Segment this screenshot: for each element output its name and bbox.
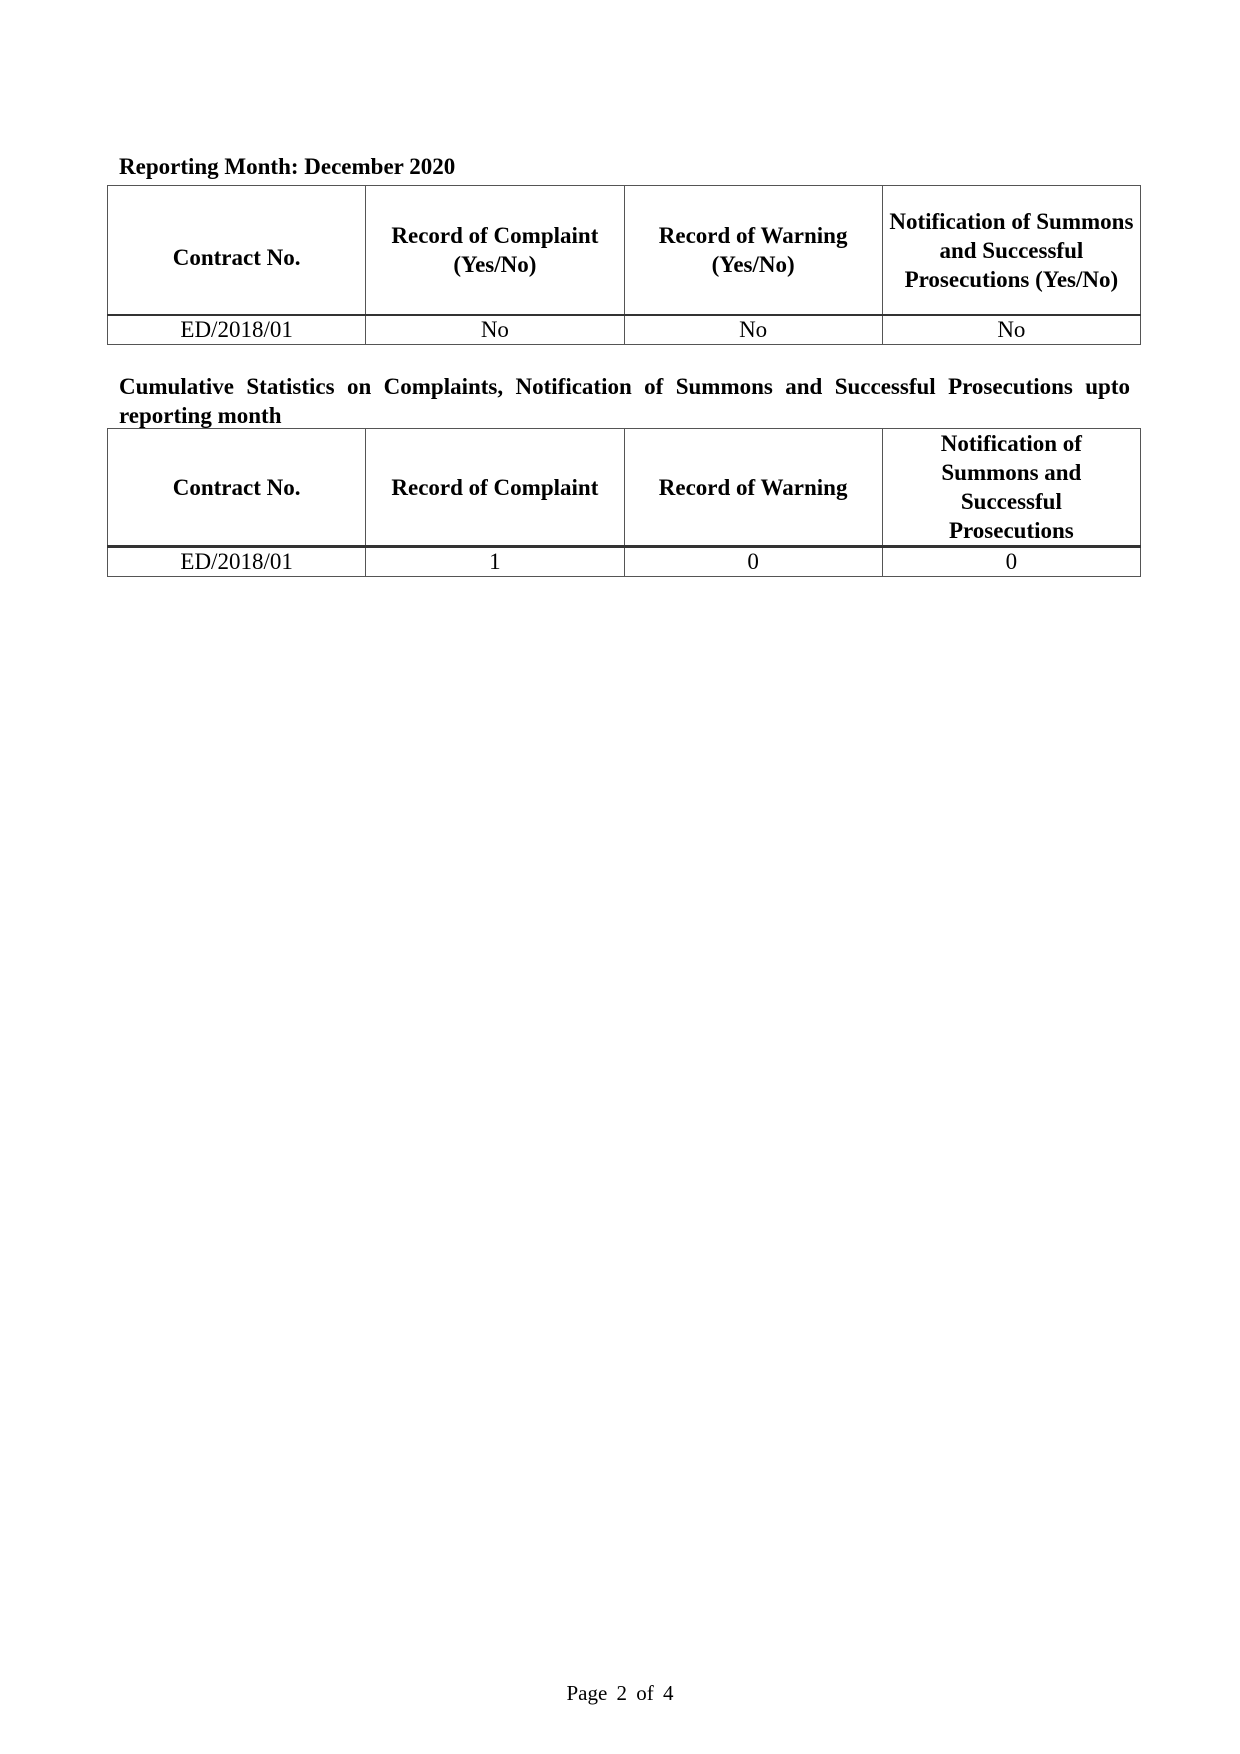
table-row <box>108 315 1141 345</box>
cell-summons-prosecutions: No <box>882 315 1140 345</box>
cell-contract-no: ED/2018/01 <box>108 547 366 577</box>
table-row <box>108 547 1141 577</box>
column-header-contract-no: Contract No. <box>108 429 366 547</box>
cumulative-statistics-title: Cumulative Statistics on Complaints, Notification of Summons and Successful Prosecutions upto reporting month <box>119 374 1130 428</box>
cell-record-of-complaint: No <box>366 315 624 345</box>
cell-summons-prosecutions: 0 <box>882 547 1140 577</box>
column-header-record-of-complaint: Record of Complaint <box>366 429 624 547</box>
cell-record-of-warning: 0 <box>624 547 882 577</box>
column-header-record-of-warning: Record of Warning (Yes/No) <box>624 186 882 316</box>
table-header-row <box>108 186 1141 316</box>
page-number: Page 2 of 4 <box>566 1681 674 1705</box>
column-header-contract-no: Contract No. <box>108 186 366 316</box>
cell-record-of-complaint: 1 <box>366 547 624 577</box>
monthly-record-table <box>107 185 1141 345</box>
cell-record-of-warning: No <box>624 315 882 345</box>
column-header-record-of-warning: Record of Warning <box>624 429 882 547</box>
reporting-month-title: Reporting Month: December 2020 <box>119 154 456 179</box>
table-header-row <box>108 429 1141 547</box>
cumulative-statistics-table <box>107 428 1141 577</box>
cell-contract-no: ED/2018/01 <box>108 315 366 345</box>
column-header-record-of-complaint: Record of Complaint (Yes/No) <box>366 186 624 316</box>
column-header-summons-prosecutions: Notification of Summons and Successful Prosecutions (Yes/No) <box>882 186 1140 316</box>
column-header-summons-prosecutions: Notification of Summons and Successful Prosecutions <box>882 429 1140 547</box>
